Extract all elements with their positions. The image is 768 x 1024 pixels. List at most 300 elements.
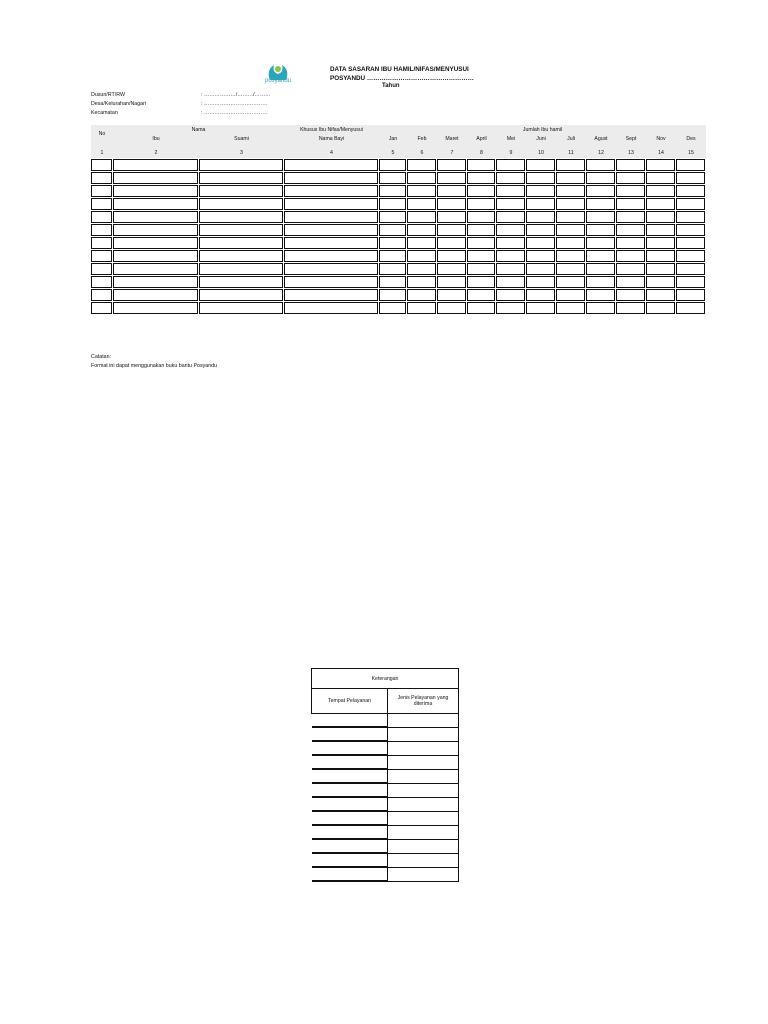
table-cell[interactable]: [437, 223, 467, 236]
table-cell[interactable]: [646, 249, 676, 262]
table-cell[interactable]: [556, 301, 586, 314]
table-cell[interactable]: [586, 249, 616, 262]
cell-box: [199, 250, 283, 262]
keterangan-cell[interactable]: [312, 769, 388, 783]
table-cell[interactable]: [676, 171, 706, 184]
cell-box: [556, 185, 585, 197]
table-cell[interactable]: [586, 197, 616, 210]
table-cell[interactable]: [556, 262, 586, 275]
table-cell[interactable]: [437, 210, 467, 223]
table-cell[interactable]: [199, 197, 284, 210]
cell-box: [91, 289, 112, 301]
cell-box: [646, 198, 675, 210]
header-month: April: [467, 134, 496, 143]
table-cell[interactable]: [91, 288, 113, 301]
table-cell[interactable]: [496, 184, 526, 197]
table-cell[interactable]: [284, 301, 379, 314]
table-cell[interactable]: [407, 210, 437, 223]
cell-box: [467, 302, 495, 314]
cell-box: [437, 302, 466, 314]
table-cell[interactable]: [526, 301, 556, 314]
cell-box: [556, 237, 585, 249]
cell-box: [284, 198, 378, 210]
table-row: [91, 275, 706, 288]
cell-box: [379, 224, 406, 236]
cell-box: [467, 289, 495, 301]
table-cell[interactable]: [646, 262, 676, 275]
cell-box: [616, 276, 645, 288]
cell-box: [407, 263, 436, 275]
table-cell[interactable]: [407, 171, 437, 184]
table-cell[interactable]: [437, 288, 467, 301]
table-cell[interactable]: [113, 210, 199, 223]
table-cell[interactable]: [496, 288, 526, 301]
table-cell[interactable]: [284, 171, 379, 184]
table-cell[interactable]: [676, 184, 706, 197]
table-cell[interactable]: [407, 275, 437, 288]
cell-box: [467, 198, 495, 210]
cell-box: [646, 185, 675, 197]
meta-desa: [91, 101, 268, 107]
table-cell[interactable]: [676, 236, 706, 249]
table-cell[interactable]: [556, 210, 586, 223]
cell-box: [91, 185, 112, 197]
table-cell[interactable]: [407, 158, 437, 171]
table-cell[interactable]: [91, 184, 113, 197]
keterangan-cell[interactable]: [388, 839, 459, 853]
cell-box: [407, 276, 436, 288]
table-cell[interactable]: [676, 249, 706, 262]
cell-box: [526, 211, 555, 223]
table-cell[interactable]: [91, 210, 113, 223]
cell-box: [467, 263, 495, 275]
table-cell[interactable]: [646, 275, 676, 288]
table-cell[interactable]: [284, 197, 379, 210]
cell-box: [199, 185, 283, 197]
table-cell[interactable]: [284, 275, 379, 288]
cell-box: [526, 159, 555, 171]
table-body: [91, 158, 706, 314]
table-cell[interactable]: [646, 171, 676, 184]
table-cell[interactable]: [586, 288, 616, 301]
table-cell[interactable]: [113, 236, 199, 249]
table-cell[interactable]: [676, 288, 706, 301]
table-cell[interactable]: [496, 197, 526, 210]
table-cell[interactable]: [379, 223, 407, 236]
cell-box: [379, 276, 406, 288]
table-cell[interactable]: [113, 262, 199, 275]
header-month: Mei: [496, 134, 526, 143]
table-cell[interactable]: [586, 236, 616, 249]
cell-box: [91, 224, 112, 236]
keterangan-cell[interactable]: [388, 867, 459, 881]
table-cell[interactable]: [91, 158, 113, 171]
cell-box: [496, 289, 525, 301]
cell-box: [616, 237, 645, 249]
table-cell[interactable]: [496, 158, 526, 171]
table-cell[interactable]: [379, 158, 407, 171]
table-cell[interactable]: [379, 275, 407, 288]
column-number: 2: [113, 143, 199, 158]
cell-box: [284, 276, 378, 288]
cell-box: [113, 185, 198, 197]
table-cell[interactable]: [467, 275, 496, 288]
table-cell[interactable]: [437, 262, 467, 275]
table-cell[interactable]: [467, 288, 496, 301]
table-cell[interactable]: [526, 223, 556, 236]
table-cell[interactable]: [646, 210, 676, 223]
table-cell[interactable]: [467, 197, 496, 210]
table-cell[interactable]: [437, 236, 467, 249]
table-cell[interactable]: [496, 236, 526, 249]
keterangan-cell[interactable]: [312, 825, 388, 839]
table-cell[interactable]: [616, 301, 646, 314]
table-cell[interactable]: [586, 158, 616, 171]
cell-box: [556, 211, 585, 223]
header-month: Jan: [379, 134, 407, 143]
table-cell[interactable]: [556, 288, 586, 301]
keterangan-cell[interactable]: [312, 714, 388, 728]
table-cell[interactable]: [676, 262, 706, 275]
cell-box: [556, 289, 585, 301]
cell-box: [379, 211, 406, 223]
table-cell[interactable]: [467, 223, 496, 236]
keterangan-cell[interactable]: [312, 839, 388, 853]
cell-box: [379, 185, 406, 197]
keterangan-cell[interactable]: [388, 769, 459, 783]
table-cell[interactable]: [199, 288, 284, 301]
table-cell[interactable]: [113, 301, 199, 314]
header-nama-bayi: Nama Bayi: [284, 134, 379, 143]
keterangan-cell[interactable]: [388, 741, 459, 755]
keterangan-cell[interactable]: [312, 741, 388, 755]
table-cell[interactable]: [91, 171, 113, 184]
table-cell[interactable]: [526, 236, 556, 249]
table-cell[interactable]: [199, 184, 284, 197]
table-cell[interactable]: [379, 301, 407, 314]
table-cell[interactable]: [407, 197, 437, 210]
table-cell[interactable]: [284, 288, 379, 301]
table-cell[interactable]: [284, 158, 379, 171]
table-cell[interactable]: [437, 197, 467, 210]
table-cell[interactable]: [556, 275, 586, 288]
table-cell[interactable]: [113, 223, 199, 236]
table-cell[interactable]: [113, 197, 199, 210]
cell-box: [407, 237, 436, 249]
table-cell[interactable]: [496, 262, 526, 275]
table-cell[interactable]: [556, 249, 586, 262]
table-cell[interactable]: [556, 197, 586, 210]
table-cell[interactable]: [676, 223, 706, 236]
table-cell[interactable]: [199, 236, 284, 249]
cell-box: [407, 289, 436, 301]
table-cell[interactable]: [379, 210, 407, 223]
cell-box: [199, 224, 283, 236]
table-cell[interactable]: [646, 288, 676, 301]
cell-box: [496, 211, 525, 223]
cell-box: [284, 185, 378, 197]
table-cell[interactable]: [407, 236, 437, 249]
table-cell[interactable]: [526, 210, 556, 223]
keterangan-cell[interactable]: [388, 825, 459, 839]
table-cell[interactable]: [91, 236, 113, 249]
table-cell[interactable]: [646, 301, 676, 314]
cell-box: [407, 211, 436, 223]
cell-box: [437, 211, 466, 223]
keterangan-cell[interactable]: [312, 867, 388, 881]
keterangan-cell[interactable]: [312, 755, 388, 769]
cell-box: [616, 185, 645, 197]
table-cell[interactable]: [437, 249, 467, 262]
header-month: Nov: [646, 134, 676, 143]
table-cell[interactable]: [586, 262, 616, 275]
table-cell[interactable]: [526, 158, 556, 171]
table-cell[interactable]: [437, 184, 467, 197]
table-cell[interactable]: [284, 184, 379, 197]
cell-box: [467, 211, 495, 223]
column-number: 11: [556, 143, 586, 158]
keterangan-cell[interactable]: [388, 755, 459, 769]
cell-box: [284, 172, 378, 184]
header-month: Agust: [586, 134, 616, 143]
cell-box: [379, 289, 406, 301]
cell-box: [556, 250, 585, 262]
table-cell[interactable]: [199, 210, 284, 223]
table-cell[interactable]: [616, 184, 646, 197]
cell-box: [616, 263, 645, 275]
table-cell[interactable]: [556, 236, 586, 249]
table-cell[interactable]: [467, 171, 496, 184]
table-cell[interactable]: [616, 171, 646, 184]
cell-box: [646, 237, 675, 249]
table-cell[interactable]: [199, 262, 284, 275]
table-cell[interactable]: [113, 184, 199, 197]
table-cell[interactable]: [616, 262, 646, 275]
cell-box: [91, 198, 112, 210]
table-cell[interactable]: [91, 197, 113, 210]
table-cell[interactable]: [407, 262, 437, 275]
table-cell[interactable]: [616, 210, 646, 223]
table-cell[interactable]: [113, 171, 199, 184]
table-cell[interactable]: [646, 223, 676, 236]
keterangan-cell[interactable]: [312, 797, 388, 811]
keterangan-cell[interactable]: [312, 811, 388, 825]
cell-box: [616, 302, 645, 314]
table-cell[interactable]: [91, 275, 113, 288]
keterangan-row: [312, 755, 459, 769]
keterangan-row: [312, 727, 459, 741]
table-cell[interactable]: [467, 249, 496, 262]
keterangan-cell[interactable]: [312, 853, 388, 867]
table-cell[interactable]: [586, 171, 616, 184]
table-cell[interactable]: [586, 301, 616, 314]
cell-box: [676, 289, 705, 301]
keterangan-cell[interactable]: [388, 853, 459, 867]
table-cell[interactable]: [407, 288, 437, 301]
table-cell[interactable]: [437, 275, 467, 288]
keterangan-cell[interactable]: [388, 727, 459, 741]
table-cell[interactable]: [526, 197, 556, 210]
table-cell[interactable]: [407, 249, 437, 262]
table-cell[interactable]: [467, 158, 496, 171]
table-cell[interactable]: [646, 197, 676, 210]
table-cell[interactable]: [91, 249, 113, 262]
table-cell[interactable]: [556, 223, 586, 236]
table-cell[interactable]: [91, 262, 113, 275]
table-cell[interactable]: [379, 236, 407, 249]
table-cell[interactable]: [556, 171, 586, 184]
table-cell[interactable]: [199, 249, 284, 262]
keterangan-cell[interactable]: [388, 783, 459, 797]
table-cell[interactable]: [284, 210, 379, 223]
cell-box: [199, 198, 283, 210]
column-number: 3: [199, 143, 284, 158]
table-cell[interactable]: [284, 262, 379, 275]
table-cell[interactable]: [91, 223, 113, 236]
cell-box: [526, 224, 555, 236]
table-cell[interactable]: [407, 184, 437, 197]
table-cell[interactable]: [496, 171, 526, 184]
table-cell[interactable]: [676, 210, 706, 223]
table-cell[interactable]: [467, 301, 496, 314]
table-row: [91, 171, 706, 184]
header-tempat-pelayanan: Tempat Pelayanan: [312, 689, 388, 714]
table-cell[interactable]: [437, 301, 467, 314]
table-cell[interactable]: [526, 275, 556, 288]
cell-box: [437, 185, 466, 197]
notes-label: Catatan:: [91, 354, 112, 360]
table-cell[interactable]: [91, 301, 113, 314]
table-cell[interactable]: [616, 288, 646, 301]
table-cell[interactable]: [379, 171, 407, 184]
cell-box: [586, 224, 615, 236]
cell-box: [496, 185, 525, 197]
keterangan-cell[interactable]: [388, 811, 459, 825]
table-cell[interactable]: [467, 236, 496, 249]
table-cell[interactable]: [467, 262, 496, 275]
table-cell[interactable]: [407, 301, 437, 314]
notes: [91, 353, 217, 370]
table-cell[interactable]: [616, 197, 646, 210]
cell-box: [496, 302, 525, 314]
table-cell[interactable]: [586, 184, 616, 197]
table-cell[interactable]: [586, 210, 616, 223]
cell-box: [616, 211, 645, 223]
table-row: [91, 301, 706, 314]
table-cell[interactable]: [199, 171, 284, 184]
table-cell[interactable]: [616, 275, 646, 288]
column-number: 14: [646, 143, 676, 158]
table-cell[interactable]: [526, 249, 556, 262]
table-cell[interactable]: [379, 184, 407, 197]
cell-box: [526, 276, 555, 288]
table-cell[interactable]: [284, 249, 379, 262]
table-cell[interactable]: [676, 301, 706, 314]
cell-box: [676, 276, 705, 288]
table-cell[interactable]: [379, 262, 407, 275]
table-cell[interactable]: [556, 158, 586, 171]
table-cell[interactable]: [616, 236, 646, 249]
header-jumlah: Jumlah Ibu hamil: [379, 125, 706, 134]
table-cell[interactable]: [199, 275, 284, 288]
table-cell[interactable]: [676, 275, 706, 288]
table-cell[interactable]: [467, 184, 496, 197]
table-cell[interactable]: [199, 301, 284, 314]
table-row: [91, 236, 706, 249]
table-cell[interactable]: [379, 288, 407, 301]
header-jenis-pelayanan: Jenis Pelayanan yang diterima: [388, 689, 459, 714]
keterangan-cell[interactable]: [388, 797, 459, 811]
keterangan-cell[interactable]: [388, 714, 459, 728]
table-cell[interactable]: [496, 223, 526, 236]
table-cell[interactable]: [467, 210, 496, 223]
cell-box: [526, 237, 555, 249]
table-cell[interactable]: [379, 249, 407, 262]
table-cell[interactable]: [676, 158, 706, 171]
cell-box: [646, 224, 675, 236]
cell-box: [526, 185, 555, 197]
table-cell[interactable]: [496, 249, 526, 262]
column-number: 6: [407, 143, 437, 158]
table-cell[interactable]: [199, 158, 284, 171]
cell-box: [676, 159, 705, 171]
table-cell[interactable]: [526, 171, 556, 184]
table-cell[interactable]: [556, 184, 586, 197]
cell-box: [284, 302, 378, 314]
table-cell[interactable]: [437, 171, 467, 184]
cell-box: [496, 276, 525, 288]
table-cell[interactable]: [113, 158, 199, 171]
cell-box: [113, 250, 198, 262]
table-cell[interactable]: [676, 197, 706, 210]
table-cell[interactable]: [284, 236, 379, 249]
table-cell[interactable]: [616, 158, 646, 171]
table-cell[interactable]: [379, 197, 407, 210]
table-cell[interactable]: [437, 158, 467, 171]
table-cell[interactable]: [616, 223, 646, 236]
table-cell[interactable]: [646, 158, 676, 171]
table-cell[interactable]: [526, 184, 556, 197]
meta-value: : ………………………………: [201, 101, 268, 107]
title-line-1: DATA SASARAN IBU HAMIL/NIFAS/MENYUSUI: [330, 66, 469, 73]
table-cell[interactable]: [199, 223, 284, 236]
table-cell[interactable]: [284, 223, 379, 236]
cell-box: [586, 302, 615, 314]
table-cell[interactable]: [526, 262, 556, 275]
table-cell[interactable]: [407, 223, 437, 236]
keterangan-cell[interactable]: [312, 727, 388, 741]
keterangan-row: [312, 867, 459, 881]
keterangan-cell[interactable]: [312, 783, 388, 797]
cell-box: [616, 224, 645, 236]
table-cell[interactable]: [646, 184, 676, 197]
cell-box: [379, 172, 406, 184]
table-cell[interactable]: [526, 288, 556, 301]
table-cell[interactable]: [646, 236, 676, 249]
table-cell[interactable]: [113, 275, 199, 288]
table-cell[interactable]: [113, 288, 199, 301]
table-cell[interactable]: [586, 275, 616, 288]
table-cell[interactable]: [586, 223, 616, 236]
column-number: 8: [467, 143, 496, 158]
cell-box: [676, 172, 705, 184]
table-cell[interactable]: [113, 249, 199, 262]
table-cell[interactable]: [496, 275, 526, 288]
table-cell[interactable]: [496, 210, 526, 223]
table-cell[interactable]: [616, 249, 646, 262]
table-cell[interactable]: [496, 301, 526, 314]
cell-box: [467, 172, 495, 184]
